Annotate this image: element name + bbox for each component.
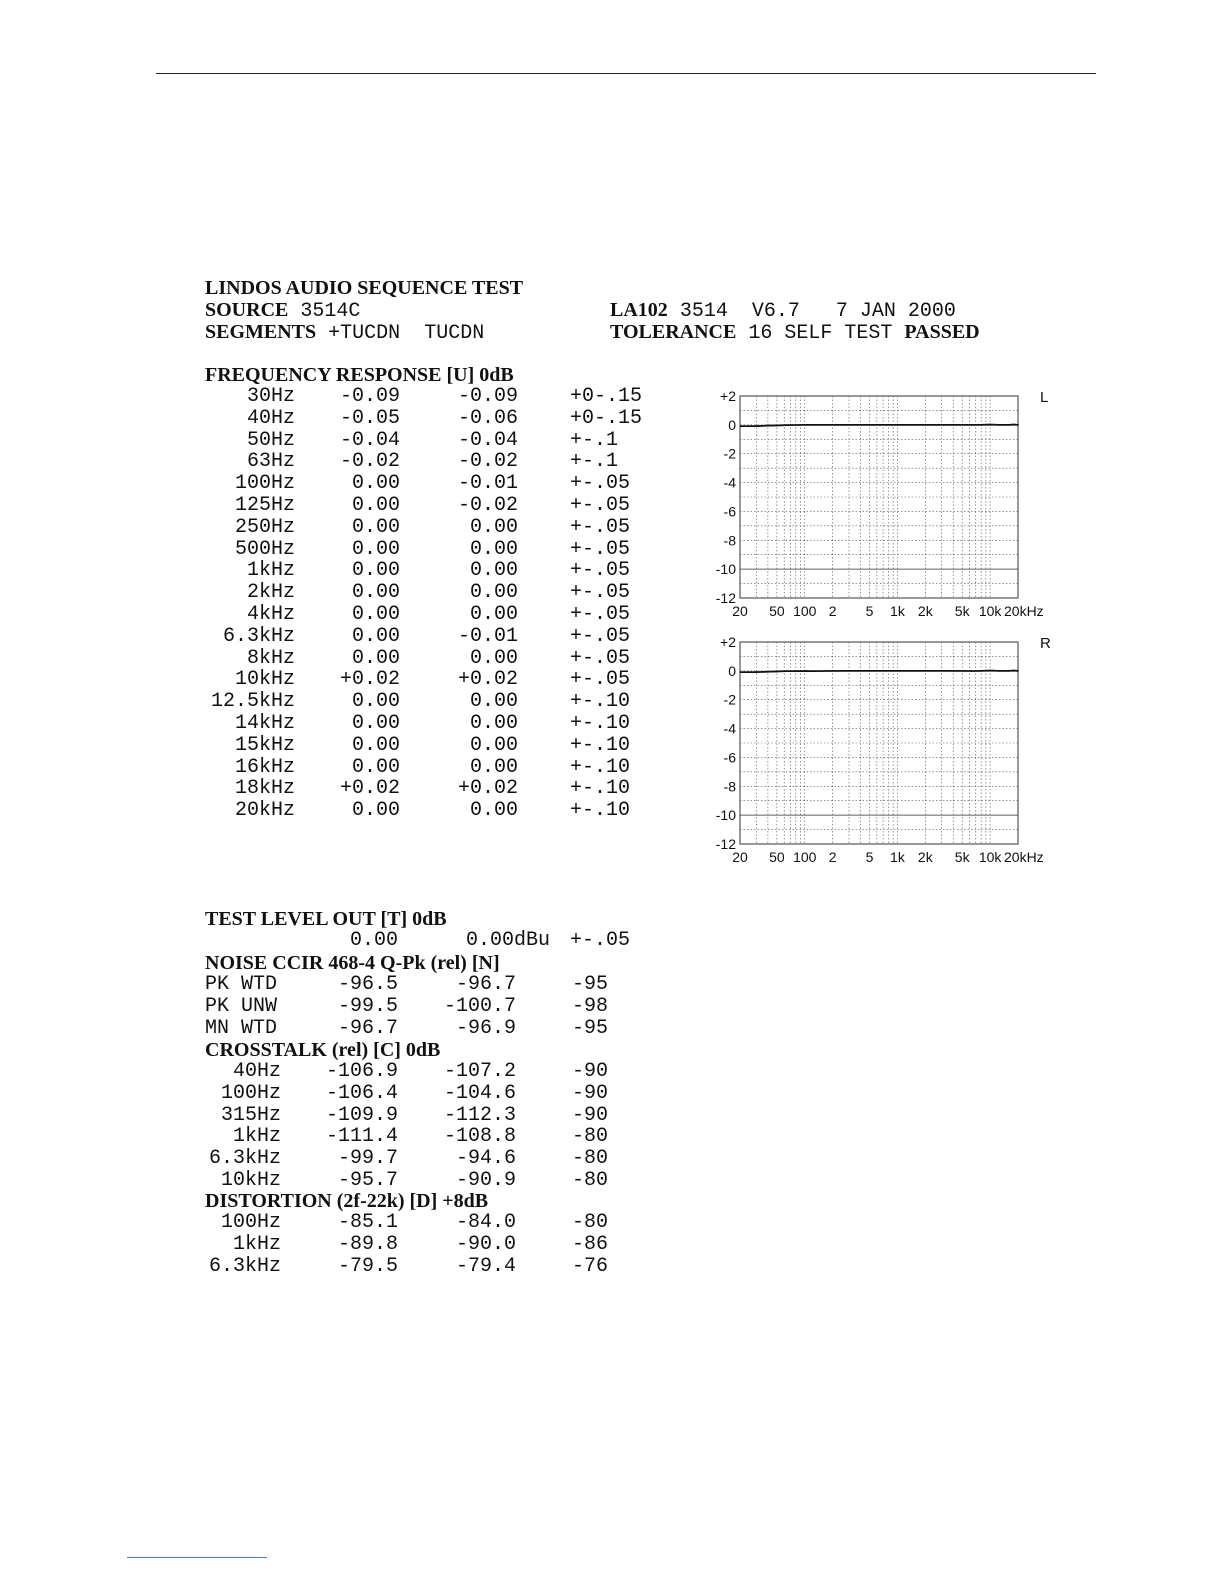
device-line (610, 299, 956, 323)
test-level-right: 0.00dBu (466, 929, 551, 952)
freq-cell: 250Hz (234, 515, 295, 539)
right-y-tick-label: -6 (723, 749, 736, 766)
right-value-cell: 0.00 (469, 537, 518, 561)
right-data-point (1013, 670, 1015, 672)
right-x-tick-label: 20kHz (1004, 849, 1044, 865)
freq-cell: 20kHz (234, 799, 295, 823)
left-data-point (755, 425, 757, 427)
right-data-point (924, 670, 926, 672)
right-data-point (998, 670, 1000, 672)
tolerance-info: 16 SELF TEST (748, 322, 893, 345)
tolerance-cell: +-.10 (570, 690, 631, 714)
left-value-cell: -85.1 (337, 1211, 398, 1234)
right-x-tick-label: 50 (769, 849, 785, 865)
freq-cell: 100Hz (220, 1211, 281, 1234)
freq-cell: 14kHz (234, 712, 295, 735)
freq-cell: 63Hz (246, 450, 295, 474)
right-data-point (767, 671, 769, 673)
left-x-tick-label: 2 (828, 603, 837, 619)
right-value-cell: -0.02 (457, 494, 518, 517)
freq-cell: 500Hz (234, 537, 295, 561)
tolerance-cell: +-.05 (570, 515, 631, 539)
tolerance-cell: +-.05 (570, 581, 631, 605)
tolerance-cell: -90 (571, 1060, 608, 1083)
tolerance-cell: +-.1 (570, 450, 619, 474)
left-x-tick-label: 50 (769, 603, 785, 619)
source-value: 3514C (300, 300, 361, 323)
left-value-cell: 0.00 (351, 712, 400, 735)
freq-cell: 40Hz (232, 1060, 281, 1083)
tolerance-cell: +-.10 (570, 799, 631, 823)
right-data-point (1008, 670, 1010, 672)
left-value-cell: 0.00 (351, 646, 400, 670)
right-data-point (785, 670, 787, 672)
left-data-point (998, 424, 1000, 426)
left-value-cell: -0.02 (339, 450, 400, 474)
right-value-cell: -104.6 (443, 1081, 516, 1105)
left-value-cell: +0.02 (339, 668, 400, 692)
freq-cell: 2kHz (246, 581, 295, 605)
test-level-tolerance: +-.05 (570, 929, 631, 952)
right-data-point (841, 670, 843, 672)
right-value-cell: 0.00 (469, 733, 518, 757)
right-value-cell: 0.00 (469, 603, 518, 626)
left-x-tick-label: 5 (865, 603, 874, 619)
left-value-cell: -0.09 (339, 385, 400, 408)
left-value-cell: -99.5 (337, 994, 398, 1018)
left-value-cell: -0.04 (339, 428, 400, 452)
left-data-point (841, 424, 843, 426)
right-value-cell: -100.7 (443, 994, 516, 1018)
left-value-cell: 0.00 (351, 755, 400, 779)
left-value-cell: 0.00 (351, 690, 400, 714)
frequency-response-chart-right (700, 626, 1070, 876)
left-plot-frame (740, 396, 1018, 598)
left-value-cell: 0.00 (351, 581, 400, 605)
freq-response-title: FREQUENCY RESPONSE [U] 0dB (205, 364, 514, 386)
freq-cell: 10kHz (234, 668, 295, 692)
left-value-cell: 0.00 (351, 603, 400, 626)
left-data-point (980, 424, 982, 426)
right-value-cell: -0.06 (457, 406, 518, 430)
right-value-cell: -94.6 (455, 1147, 516, 1171)
tolerance-cell: +-.05 (570, 624, 631, 648)
left-value-cell: -111.4 (325, 1125, 398, 1149)
left-y-tick-label: -4 (723, 474, 736, 491)
tolerance-cell: +-.10 (570, 755, 631, 779)
right-value-cell: 0.00 (469, 712, 518, 735)
left-value-cell: -0.05 (339, 406, 400, 430)
tolerance-cell: +-.05 (570, 537, 631, 561)
right-x-tick-label: 5 (865, 849, 874, 865)
frequency-response-chart-left (700, 380, 1070, 630)
freq-cell: 1kHz (246, 559, 295, 583)
tolerance-cell: -95 (571, 1016, 608, 1040)
left-value-cell: 0.00 (351, 494, 400, 517)
tolerance-line (610, 321, 980, 345)
tolerance-cell: +-.10 (570, 712, 631, 735)
left-value-cell: -106.4 (325, 1081, 398, 1105)
left-x-tick-label: 20kHz (1004, 603, 1044, 619)
device-label: LA102 (610, 299, 668, 321)
left-data-point (897, 424, 899, 426)
left-data-point (1006, 424, 1008, 426)
right-plot-frame (740, 642, 1018, 844)
measure-cell: PK WTD (205, 973, 278, 996)
tolerance-result: PASSED (904, 321, 980, 343)
tolerance-cell: +0-.15 (570, 406, 643, 430)
segments-label: SEGMENTS (205, 321, 317, 343)
right-value-cell: -0.02 (457, 450, 518, 474)
left-x-tick-label: 1k (890, 603, 905, 619)
tolerance-cell: +-.1 (570, 428, 619, 452)
left-value-cell: -106.9 (325, 1060, 398, 1083)
right-data-point (952, 670, 954, 672)
left-data-point (869, 424, 871, 426)
freq-cell: 15kHz (234, 733, 295, 757)
left-data-point (767, 425, 769, 427)
right-y-tick-label: 0 (728, 662, 736, 679)
crosstalk-title: CROSSTALK (rel) [C] 0dB (205, 1039, 441, 1061)
right-x-tick-label: 20 (732, 849, 748, 865)
freq-cell: 50Hz (246, 428, 295, 452)
noise-title: NOISE CCIR 468-4 Q-Pk (rel) [N] (205, 952, 500, 974)
left-data-point (924, 424, 926, 426)
freq-cell: 315Hz (220, 1103, 281, 1127)
right-data-point (1017, 670, 1019, 672)
right-value-cell: 0.00 (469, 581, 518, 605)
device-info: 3514 V6.7 7 JAN 2000 (679, 300, 956, 323)
tolerance-cell: +-.05 (570, 559, 631, 583)
right-x-tick-label: 2k (917, 849, 933, 865)
measure-cell: PK UNW (205, 994, 278, 1018)
left-value-cell: 0.00 (351, 624, 400, 648)
freq-cell: 100Hz (234, 472, 295, 496)
left-value-cell: +0.02 (339, 777, 400, 801)
right-data-point (869, 670, 871, 672)
tolerance-cell: +-.10 (570, 777, 631, 801)
right-response-line (740, 671, 1018, 673)
right-value-cell: -0.01 (457, 624, 518, 648)
tolerance-cell: +-.05 (570, 603, 631, 626)
tolerance-cell: -90 (571, 1103, 608, 1127)
source-line (205, 299, 360, 323)
left-x-tick-label: 20 (732, 603, 748, 619)
left-data-point (952, 424, 954, 426)
left-data-point (1017, 424, 1019, 426)
left-value-cell: -95.7 (337, 1169, 398, 1192)
tolerance-cell: -80 (571, 1211, 608, 1234)
freq-cell: 4kHz (246, 603, 295, 626)
tolerance-cell: -90 (571, 1081, 608, 1105)
left-value-cell: 0.00 (351, 799, 400, 823)
right-value-cell: 0.00 (469, 559, 518, 583)
segments-value: +TUCDN TUCDN (328, 322, 485, 345)
right-value-cell: -0.01 (457, 472, 518, 496)
test-level-left: 0.00 (349, 929, 398, 952)
left-channel-label: L (1040, 389, 1049, 406)
freq-cell: 1kHz (232, 1125, 281, 1149)
right-x-tick-label: 2 (828, 849, 837, 865)
freq-cell: 8kHz (246, 646, 295, 670)
freq-cell: 18kHz (234, 777, 295, 801)
right-data-point (1003, 670, 1005, 672)
right-value-cell: -0.09 (457, 385, 518, 408)
freq-cell: 16kHz (234, 755, 295, 779)
freq-cell: 100Hz (220, 1081, 281, 1105)
left-value-cell: 0.00 (351, 733, 400, 757)
right-channel-label: R (1040, 635, 1051, 652)
freq-cell: 12.5kHz (210, 690, 295, 714)
left-value-cell: 0.00 (351, 537, 400, 561)
tolerance-cell: +-.10 (570, 733, 631, 757)
right-data-point (989, 670, 991, 672)
right-value-cell: -90.9 (455, 1169, 516, 1192)
bottom-rule (127, 1557, 267, 1558)
tolerance-cell: -76 (571, 1254, 608, 1278)
left-response-line (740, 425, 1018, 427)
tolerance-cell: -95 (571, 973, 608, 996)
right-value-cell: +0.02 (457, 777, 518, 801)
measure-cell: MN WTD (205, 1016, 278, 1040)
left-data-point (813, 424, 815, 426)
left-value-cell: -99.7 (337, 1147, 398, 1171)
tolerance-cell: +-.05 (570, 472, 631, 496)
left-y-tick-label: -2 (723, 445, 736, 462)
freq-cell: 6.3kHz (222, 624, 295, 648)
segments-line (205, 321, 484, 345)
freq-cell: 6.3kHz (208, 1147, 281, 1171)
left-y-tick-label: -12 (715, 590, 736, 606)
right-data-point (980, 670, 982, 672)
left-data-point (1013, 424, 1015, 426)
right-y-tick-label: -4 (723, 720, 736, 737)
tolerance-label: TOLERANCE (610, 321, 737, 343)
left-value-cell: 0.00 (351, 559, 400, 583)
right-value-cell: 0.00 (469, 799, 518, 823)
right-y-tick-label: -8 (723, 778, 736, 795)
right-value-cell: -79.4 (455, 1254, 516, 1278)
right-y-tick-label: +2 (720, 634, 736, 650)
tolerance-cell: +-.05 (570, 646, 631, 670)
source-label: SOURCE (205, 299, 289, 321)
left-y-tick-label: -6 (723, 503, 736, 520)
right-value-cell: -84.0 (455, 1211, 516, 1234)
left-data-point (776, 425, 778, 427)
freq-cell: 1kHz (232, 1232, 281, 1256)
left-data-point (1008, 424, 1010, 426)
right-value-cell: 0.00 (469, 690, 518, 714)
right-data-point (897, 670, 899, 672)
tolerance-cell: +-.05 (570, 668, 631, 692)
left-value-cell: -96.5 (337, 973, 398, 996)
tolerance-cell: +0-.15 (570, 385, 643, 408)
freq-cell: 6.3kHz (208, 1254, 281, 1278)
right-value-cell: -107.2 (443, 1060, 516, 1083)
left-value-cell: 0.00 (351, 472, 400, 496)
left-value-cell: -109.9 (325, 1103, 398, 1127)
report-title: LINDOS AUDIO SEQUENCE TEST (205, 277, 524, 299)
left-data-point (989, 424, 991, 426)
left-data-point (1003, 424, 1005, 426)
left-data-point (785, 424, 787, 426)
distortion-title: DISTORTION (2f-22k) [D] +8dB (205, 1190, 489, 1212)
right-data-point (776, 671, 778, 673)
right-x-tick-label: 100 (793, 849, 817, 865)
left-value-cell: 0.00 (351, 515, 400, 539)
right-value-cell: 0.00 (469, 755, 518, 779)
left-x-tick-label: 2k (917, 603, 933, 619)
left-y-tick-label: 0 (728, 416, 736, 433)
right-data-point (804, 670, 806, 672)
right-x-tick-label: 5k (954, 849, 970, 865)
left-x-tick-label: 10k (978, 603, 1002, 619)
left-value-cell: -79.5 (337, 1254, 398, 1278)
right-data-point (1006, 670, 1008, 672)
right-data-point (755, 671, 757, 673)
test-level-title: TEST LEVEL OUT [T] 0dB (205, 908, 447, 930)
right-value-cell: -96.7 (455, 973, 516, 996)
freq-cell: 10kHz (220, 1169, 281, 1192)
freq-cell: 30Hz (246, 385, 295, 408)
tolerance-cell: -98 (571, 994, 608, 1018)
right-value-cell: -96.9 (455, 1016, 516, 1040)
freq-cell: 125Hz (234, 494, 295, 517)
right-value-cell: -112.3 (443, 1103, 516, 1127)
left-value-cell: -96.7 (337, 1016, 398, 1040)
left-value-cell: -89.8 (337, 1232, 398, 1256)
left-x-tick-label: 5k (954, 603, 970, 619)
left-y-tick-label: -10 (715, 561, 736, 578)
right-y-tick-label: -2 (723, 691, 736, 708)
right-data-point (971, 670, 973, 672)
right-value-cell: -0.04 (457, 428, 518, 452)
right-x-tick-label: 1k (890, 849, 905, 865)
right-data-point (813, 670, 815, 672)
right-value-cell: -108.8 (443, 1125, 516, 1149)
freq-cell: 40Hz (246, 406, 295, 430)
left-data-point (804, 424, 806, 426)
top-rule (156, 73, 1096, 74)
right-x-tick-label: 10k (978, 849, 1002, 865)
right-value-cell: +0.02 (457, 668, 518, 692)
left-x-tick-label: 100 (793, 603, 817, 619)
left-y-tick-label: +2 (720, 388, 736, 404)
left-data-point (971, 424, 973, 426)
tolerance-cell: +-.05 (570, 494, 631, 517)
right-y-tick-label: -10 (715, 807, 736, 824)
tolerance-cell: -86 (571, 1232, 608, 1256)
right-value-cell: -90.0 (455, 1232, 516, 1256)
tolerance-cell: -80 (571, 1147, 608, 1171)
right-value-cell: 0.00 (469, 515, 518, 539)
tolerance-cell: -80 (571, 1169, 608, 1192)
left-y-tick-label: -8 (723, 532, 736, 549)
tolerance-cell: -80 (571, 1125, 608, 1149)
right-y-tick-label: -12 (715, 836, 736, 852)
right-value-cell: 0.00 (469, 646, 518, 670)
